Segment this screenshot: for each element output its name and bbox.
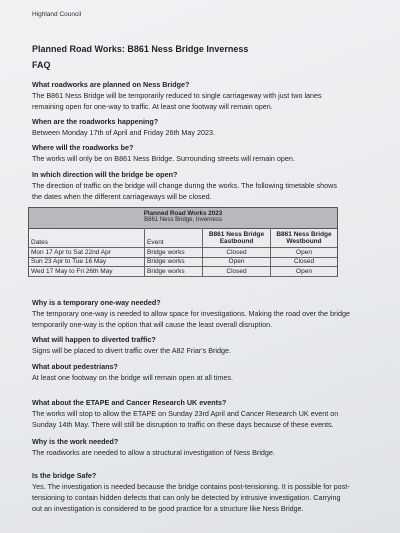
faq-answer-line: Signs will be placed to divert traffic over the A82 Friar's Bridge. [32, 346, 231, 355]
table-cell: Bridge works [145, 267, 203, 277]
timetable-header [29, 208, 337, 229]
faq-question: Why is the work needed? [32, 437, 119, 446]
faq-answer-line: The direction of traffic on the bridge will change during the works. The following timetable shows [32, 181, 337, 190]
table-cell: Closed [271, 258, 337, 268]
table-cell: Sun 23 Apr to Tue 16 May [29, 258, 145, 268]
roadworks-timetable [28, 207, 338, 277]
faq-question: In which direction will the bridge be open? [32, 170, 178, 179]
faq-answer-line: The temporary one-way is needed to allow space for investigations. Making the road over the bridge [32, 309, 351, 318]
column-header: Dates [29, 228, 145, 248]
faq-answer-line: At least one footway on the bridge will remain open at all times. [32, 373, 233, 382]
faq-question: What about pedestrians? [32, 362, 118, 371]
page-title: Planned Road Works: B861 Ness Bridge Inverness [32, 44, 249, 54]
table-cell: Bridge works [145, 248, 203, 258]
faq-question: Where will the roadworks be? [32, 143, 134, 152]
faq-heading: FAQ [32, 60, 51, 70]
faq-answer-line: The B861 Ness Bridge will be temporarily reduced to single carriageway with just two lanes [32, 91, 322, 100]
table-cell: Open [203, 258, 271, 268]
column-header: B861 Ness Bridge Eastbound [203, 228, 271, 248]
faq-answer-line: The works will stop to allow the ETAPE on Sunday 23rd April and Cancer Research UK event on [32, 409, 339, 418]
faq-question: When are the roadworks happening? [32, 117, 159, 126]
timetable-title: Planned Road Works 2023 [143, 210, 223, 217]
organisation-name: Highland Council [32, 11, 82, 18]
faq-question: What will happen to diverted traffic? [32, 335, 156, 344]
faq-answer-line: Between Monday 17th of April and Friday 26th May 2023. [32, 128, 215, 137]
faq-question: Why is a temporary one-way needed? [32, 298, 161, 307]
faq-question: Is the bridge Safe? [32, 471, 97, 480]
faq-question: What roadworks are planned on Ness Bridge? [32, 80, 190, 89]
faq-answer-line: temporarily one-way is the option that will cause the least overall disruption. [32, 320, 273, 329]
table-cell: Wed 17 May to Fri 26th May [29, 267, 145, 277]
timetable-subtitle: B861 Ness Bridge, Inverness [144, 217, 222, 223]
faq-answer-line: remaining open for one-way to traffic. At least one footway will remain open. [32, 102, 273, 111]
faq-answer-line: the dates when the different carriageways will be closed. [32, 192, 212, 201]
table-cell: Closed [203, 248, 271, 258]
faq-answer-line: tensioning to contain hidden defects that can only be detected by intrusive investigation. Carrying [32, 493, 341, 502]
table-cell: Open [271, 267, 337, 277]
faq-answer-line: Yes. The investigation is needed because the bridge contains post-tensioning. It is possible for post- [32, 482, 350, 491]
column-header: B861 Ness Bridge Westbound [271, 228, 337, 248]
table-cell: Open [271, 248, 337, 258]
faq-answer-line: The works will only be on B861 Ness Bridge. Surrounding streets will remain open. [32, 154, 295, 163]
faq-answer-line: The roadworks are needed to allow a structural investigation of Ness Bridge. [32, 448, 275, 457]
faq-answer-line: Sunday 14th May. There will still be disruption to traffic on these days because of these events. [32, 420, 334, 429]
table-cell: Bridge works [145, 258, 203, 268]
faq-question: What about the ETAPE and Cancer Research UK events? [32, 398, 227, 407]
column-header: Event [145, 228, 203, 248]
table-cell: Mon 17 Apr to Sat 22nd Apr [29, 248, 145, 258]
faq-answer-line: out an investigation is considered to be good practice for a structure like Ness Bridge. [32, 504, 304, 513]
table-cell: Closed [203, 267, 271, 277]
